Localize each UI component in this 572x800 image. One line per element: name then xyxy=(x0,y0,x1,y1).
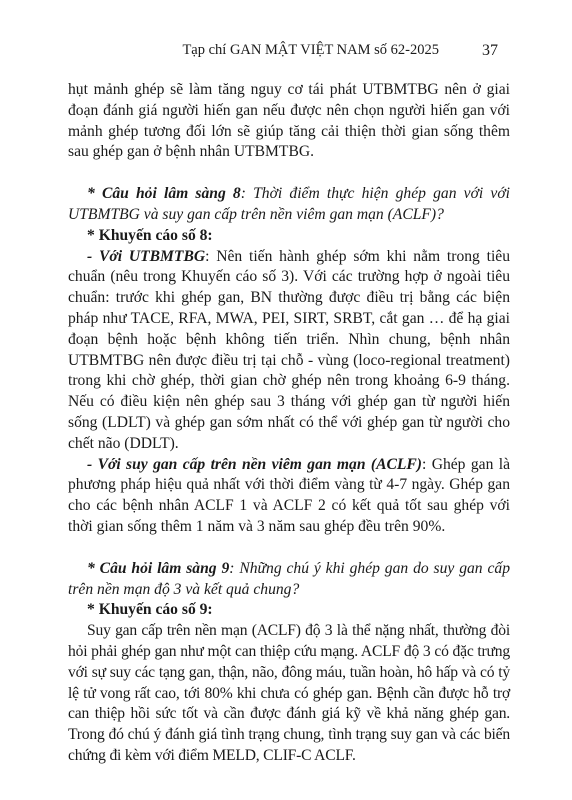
clinical-question-9 xyxy=(68,559,510,601)
recommendation-8-heading: * Khuyến cáo số 8: xyxy=(87,226,213,244)
recommendation-8-hcc xyxy=(68,247,510,455)
paragraph-continuation: hụt mảnh ghép sẽ làm tăng nguy cơ tái phát UTBMTBG nên ở giai đoạn đánh giá người hiến gan nếu được nên chọn người hiến gan với mảnh ghép tương đối lớn sẽ giúp tăng cải thiện thời gian sống thêm sau ghép gan ở bệnh nhân UTBMTBG. xyxy=(68,81,510,161)
recommendation-8-aclf-text: : Ghép gan là phương pháp hiệu quả nhất với thời điểm vàng từ 4-7 ngày. Ghép gan cho các bệnh nhân ACLF 1 và ACLF 2 có kết quả tốt sau ghép với thời gian sống thêm 1 năm và 3 năm sau ghép đều trên 90%. xyxy=(68,455,510,535)
clinical-question-8-text: : Thời điểm thực hiện ghép gan với với UTBMTBG và suy gan cấp trên nền viêm gan mạn (ACLF)? xyxy=(68,185,511,223)
page-number: 37 xyxy=(482,42,498,59)
clinical-question-8-label: * Câu hỏi lâm sàng 8 xyxy=(87,185,241,203)
recommendation-8-hcc-label: - Với UTBMTBG xyxy=(87,247,206,265)
recommendation-8-aclf xyxy=(68,455,510,538)
spacer xyxy=(68,538,510,559)
recommendation-8-aclf-label: - Với suy gan cấp trên nền viêm gan mạn (ACLF) xyxy=(87,455,422,473)
page-body xyxy=(68,80,510,767)
recommendation-9-body: Suy gan cấp trên nền mạn (ACLF) độ 3 là thể nặng nhất, thường đòi hỏi phải ghép gan như một can thiệp cứu mạng. ACLF độ 3 có đặc trưng với sự suy các tạng gan, thận, não, đông máu, tuần hoàn, hô hấp và có tỷ lệ tử vong rất cao, tới 80% khi chưa có ghép gan. Bệnh cần được hỗ trợ can thiệp hồi sức tốt và cần được đánh giá kỹ về khả năng ghép gan. Trong đó chú ý đánh giá tình trạng chung, tình trạng suy gan và các biến chứng đi kèm với điểm MELD, CLIF-C ACLF. xyxy=(68,622,510,764)
page-header xyxy=(0,28,572,59)
clinical-question-9-text: : Những chú ý khi ghép gan do suy gan cấp trên nền mạn độ 3 và kết quả chung? xyxy=(68,559,510,598)
journal-title: Tạp chí GAN MẬT VIỆT NAM số 62-2025 xyxy=(182,42,439,58)
recommendation-8-hcc-text: : Nên tiến hành ghép sớm khi nằm trong tiêu chuẩn (nêu trong Khuyến cáo số 3). Với các trường hợp ở ngoài tiêu chuẩn: trước khi ghép gan, BN thường được điều trị bằng các biện pháp như TACE, RFA, MWA, PEI, SIRT, SRBT, cắt gan … để hạ giai đoạn bệnh hoặc bệnh không tiến triển. Nhìn chung, bệnh nhân UTBMTBG nên được điều trị tại chỗ - vùng (loco-regional treatment) trong khi chờ ghép, thời gian chờ ghép nên trong khoảng 6-9 tháng. Nếu có điều kiện nên ghép sau 3 tháng với ghép gan từ người hiến sống (LDLT) và ghép gan sớm nhất có thể với ghép gan từ người cho chết não (DDLT). xyxy=(68,247,510,452)
clinical-question-9-label: * Câu hỏi lâm sàng 9 xyxy=(87,559,230,577)
clinical-question-8 xyxy=(68,184,510,226)
spacer xyxy=(68,163,510,184)
recommendation-9-heading: * Khuyến cáo số 9: xyxy=(87,601,213,619)
